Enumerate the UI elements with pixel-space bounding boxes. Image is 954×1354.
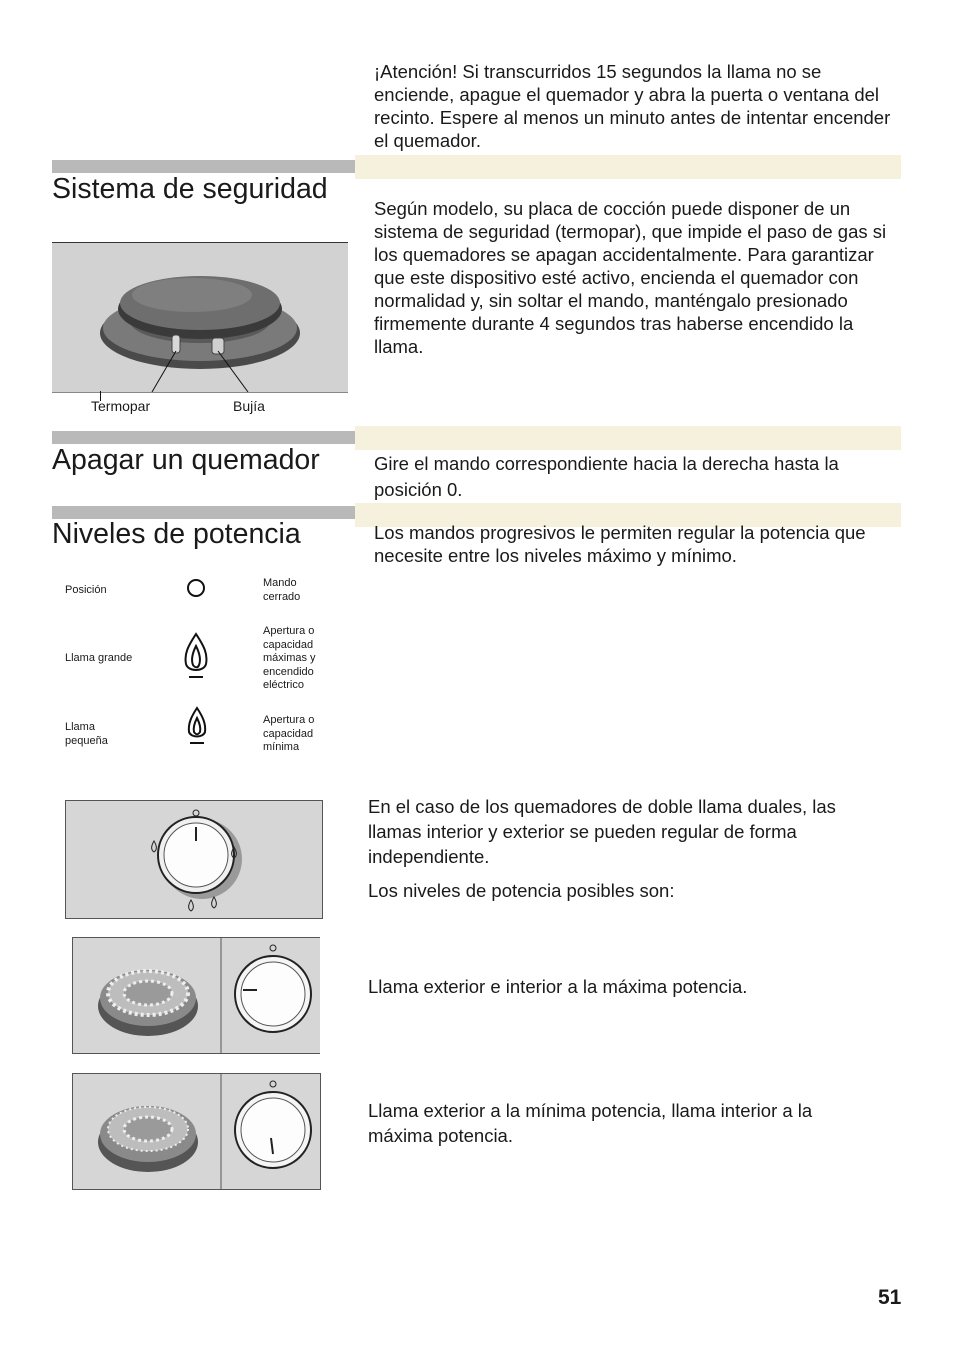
level2-text: Llama exterior a la mínima potencia, llama interior a la máxima potencia.	[368, 1100, 813, 1146]
attention-note: ¡Atención! Si transcurridos 15 segundos la llama no se enciende, apague el quemador y abra la puerta o ventana del recinto. Espere al menos un minuto antes de intentar encender el quemador.	[374, 61, 891, 151]
burner-illustration	[52, 243, 348, 392]
table-desc-closed: Mando cerrado	[263, 577, 301, 603]
table-desc-max: Apertura o capacidad máximas y encendido eléctrico	[263, 625, 316, 691]
thermocouple-label: Termopar	[91, 398, 151, 414]
section-bar-light	[355, 155, 901, 179]
switch-off-heading: Apagar un quemador	[52, 444, 320, 476]
level2-figure	[72, 1073, 321, 1190]
spark-plug-label: Bujía	[233, 398, 265, 414]
burner-figure	[52, 242, 348, 393]
power-heading: Niveles de potencia	[52, 518, 301, 550]
switch-off-text: Gire el mando correspondiente hacia la derecha hasta la posición 0.	[374, 453, 839, 500]
section-bar	[52, 431, 355, 444]
page-number: 51	[878, 1286, 902, 1309]
power-text: Los mandos progresivos le permiten regular la potencia que necesite entre los niveles máximo y mínimo.	[374, 522, 866, 566]
level1-figure	[72, 937, 320, 1054]
table-desc-min: Apertura o capacidad mínima	[263, 714, 315, 753]
table-row-position: Posición	[65, 584, 107, 596]
level1-text: Llama exterior e interior a la máxima potencia.	[368, 976, 748, 997]
section-bar-light	[355, 426, 901, 450]
large-flame-icon	[182, 632, 210, 685]
safety-heading: Sistema de seguridad	[52, 173, 328, 205]
dual-text: En el caso de los quemadores de doble llama duales, las llamas interior y exterior se pueden regular de forma independiente.	[368, 796, 836, 867]
small-flame-icon	[185, 706, 209, 751]
table-row-small-flame: Llama pequeña	[65, 721, 108, 747]
table-row-large-flame: Llama grande	[65, 652, 133, 664]
safety-text: Según modelo, su placa de cocción puede disponer de un sistema de seguridad (termopar), que impide el paso de gas si los quemadores se apagan accidentalmente. Para garantizar que este dispositivo esté activo, encienda el quemador con normalidad y, sin soltar el mando, manténgalo presionado firmemente durante 4 segundos tras haberse encendido la llama.	[374, 198, 887, 357]
section-bar	[52, 160, 355, 173]
dual-levels-intro: Los niveles de potencia posibles son:	[368, 880, 675, 901]
circle-icon	[186, 578, 206, 603]
dual-knob-figure	[65, 800, 323, 919]
